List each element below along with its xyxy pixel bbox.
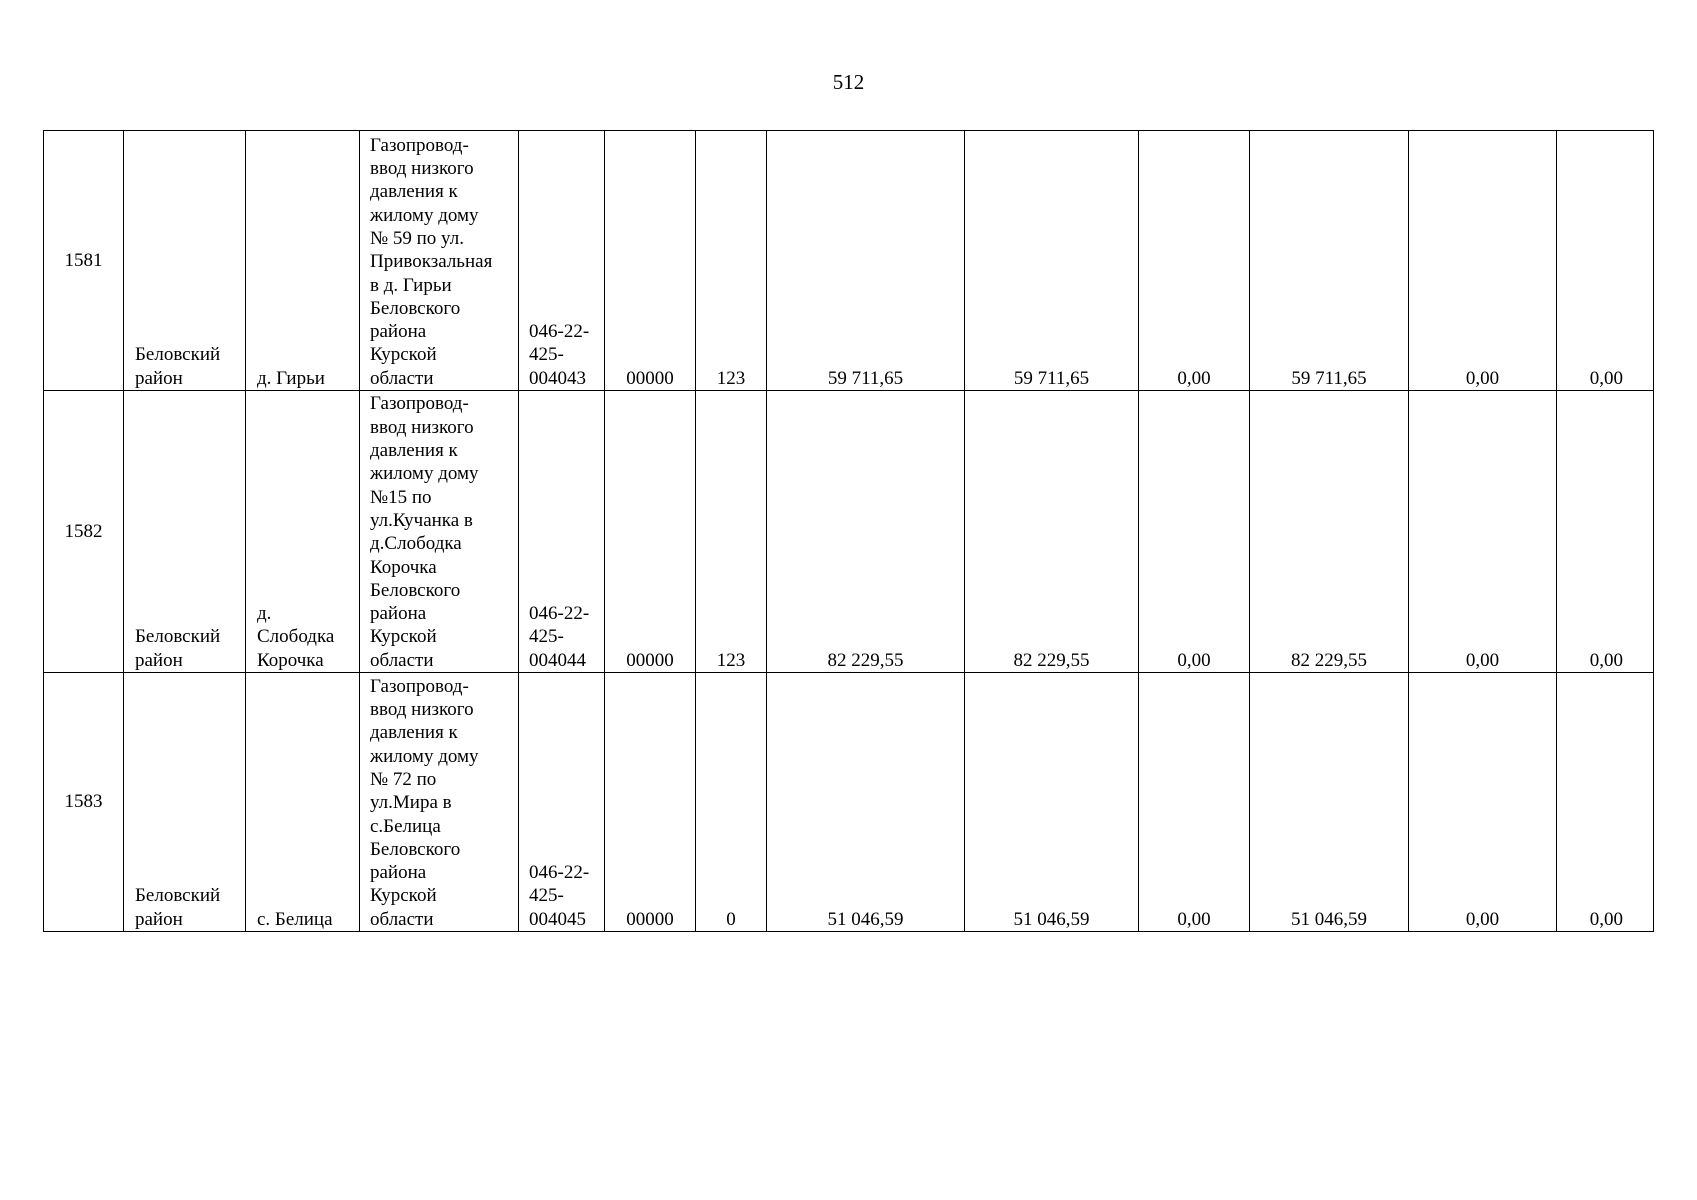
value-3-cell: 0,00 bbox=[1139, 673, 1250, 932]
value-2-cell: 51 046,59 bbox=[965, 673, 1139, 932]
code-cell: 00000 bbox=[605, 391, 696, 673]
value-4-cell: 51 046,59 bbox=[1250, 673, 1409, 932]
district-cell: Беловский район bbox=[124, 391, 246, 673]
settlement-cell: с. Белица bbox=[246, 673, 360, 932]
object-description-cell: Газопровод- ввод низкого давления к жилому дому № 72 по ул.Мира в с.Белица Беловского района Курской области bbox=[360, 673, 519, 932]
table-row bbox=[44, 391, 1654, 673]
row-number-cell: 1582 bbox=[44, 391, 124, 673]
table-row bbox=[44, 673, 1654, 932]
value-1-cell: 82 229,55 bbox=[767, 391, 965, 673]
value-4-cell: 82 229,55 bbox=[1250, 391, 1409, 673]
value-1-cell: 51 046,59 bbox=[767, 673, 965, 932]
row-number-cell: 1581 bbox=[44, 131, 124, 391]
settlement-cell: д. Слободка Корочка bbox=[246, 391, 360, 673]
value-6-cell: 0,00 bbox=[1557, 131, 1654, 391]
object-description-cell: Газопровод- ввод низкого давления к жилому дому № 59 по ул. Привокзальная в д. Гирьи Беловского района Курской области bbox=[360, 131, 519, 391]
value-2-cell: 82 229,55 bbox=[965, 391, 1139, 673]
registration-number-cell: 046-22- 425- 004045 bbox=[519, 673, 605, 932]
object-description-cell: Газопровод- ввод низкого давления к жилому дому №15 по ул.Кучанка в д.Слободка Корочка Беловского района Курской области bbox=[360, 391, 519, 673]
kind-cell: 123 bbox=[696, 131, 767, 391]
registration-number-cell: 046-22- 425- 004043 bbox=[519, 131, 605, 391]
row-number-cell: 1583 bbox=[44, 673, 124, 932]
table-row bbox=[44, 131, 1654, 391]
kind-cell: 0 bbox=[696, 673, 767, 932]
value-5-cell: 0,00 bbox=[1409, 391, 1557, 673]
value-3-cell: 0,00 bbox=[1139, 391, 1250, 673]
district-cell: Беловский район bbox=[124, 673, 246, 932]
code-cell: 00000 bbox=[605, 131, 696, 391]
page-number: 512 bbox=[832, 70, 865, 94]
value-5-cell: 0,00 bbox=[1409, 131, 1557, 391]
value-3-cell: 0,00 bbox=[1139, 131, 1250, 391]
district-cell: Беловский район bbox=[124, 131, 246, 391]
value-6-cell: 0,00 bbox=[1557, 673, 1654, 932]
register-table bbox=[43, 130, 1654, 932]
value-5-cell: 0,00 bbox=[1409, 673, 1557, 932]
code-cell: 00000 bbox=[605, 673, 696, 932]
registration-number-cell: 046-22- 425- 004044 bbox=[519, 391, 605, 673]
value-2-cell: 59 711,65 bbox=[965, 131, 1139, 391]
settlement-cell: д. Гирьи bbox=[246, 131, 360, 391]
value-6-cell: 0,00 bbox=[1557, 391, 1654, 673]
kind-cell: 123 bbox=[696, 391, 767, 673]
value-4-cell: 59 711,65 bbox=[1250, 131, 1409, 391]
value-1-cell: 59 711,65 bbox=[767, 131, 965, 391]
